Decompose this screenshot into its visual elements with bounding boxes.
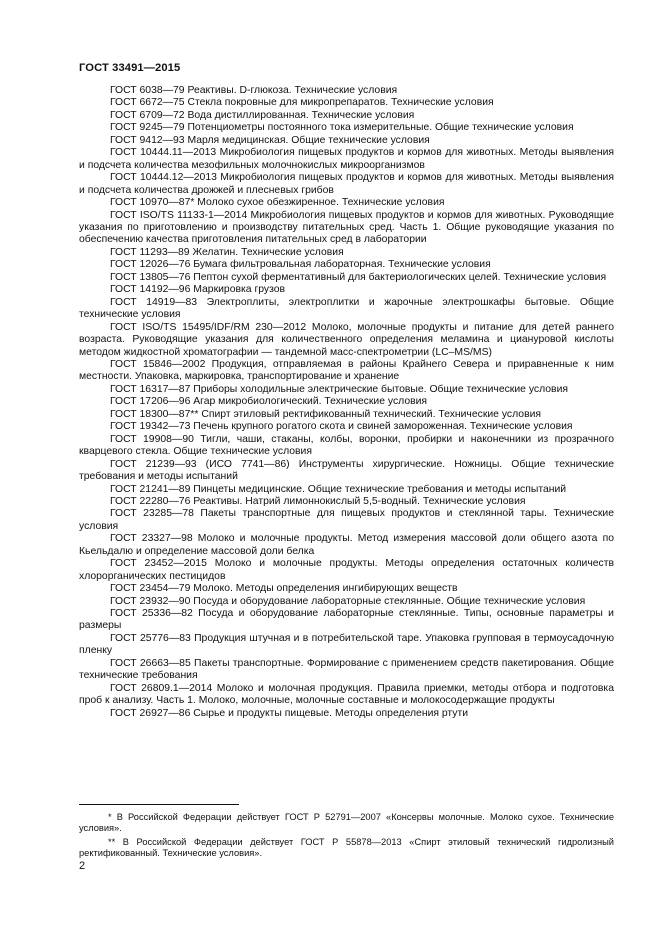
reference-entry: ГОСТ 23454—79 Молоко. Методы определения ингибирующих веществ bbox=[110, 583, 458, 595]
reference-entry: ГОСТ 23285—78 Пакеты транспортные для пищевых продуктов и стеклянной тары. Технические условия bbox=[79, 508, 614, 532]
reference-entry: ГОСТ ISO/TS 11133-1—2014 Микробиология пищевых продуктов и кормов для животных. Руководящие указания по приготовлению и производству питательных сред. Часть 1. Общие руководящие указания по обеспечению качества приготовления питательных сред в лаборатории bbox=[79, 209, 614, 246]
reference-entry: ГОСТ 6709—72 Вода дистиллированная. Технические условия bbox=[110, 109, 415, 121]
reference-entry: ГОСТ 21239—93 (ИСО 7741—86) Инструменты хирургические. Ножницы. Общие технические требования и методы испытаний bbox=[79, 458, 614, 483]
footnote: ** В Российской Федерации действует ГОСТ Р 55878—2013 «Спирт этиловый технический гидролизный ректификованный. Технические условия». bbox=[79, 836, 614, 859]
reference-entry: ГОСТ 25336—82 Посуда и оборудование лабораторные стеклянные. Типы, основные параметры и размеры bbox=[79, 608, 614, 632]
reference-entry: ГОСТ 23932—90 Посуда и оборудование лабораторные стеклянные. Общие технические условия bbox=[110, 595, 586, 607]
reference-entry: ГОСТ 23452—2015 Молоко и молочные продукты. Методы определения остаточных количеств хлорорганических пестицидов bbox=[79, 558, 614, 582]
reference-entry: ГОСТ 6038—79 Реактивы. D-глюкоза. Технические условия bbox=[110, 85, 398, 96]
document-header: ГОСТ 33491—2015 bbox=[79, 62, 181, 74]
reference-entry: ГОСТ 16317—87 Приборы холодильные электрические бытовые. Общие технические условия bbox=[110, 383, 569, 395]
reference-entry: ГОСТ 11293—89 Желатин. Технические условия bbox=[110, 246, 344, 258]
reference-entry: ГОСТ 25776—83 Продукция штучная и в потребительской таре. Упаковка групповая в термоусадочную пленку bbox=[79, 632, 614, 657]
reference-entry: ГОСТ 6672—75 Стекла покровные для микропрепаратов. Технические условия bbox=[110, 97, 494, 109]
reference-entry: ГОСТ 15846—2002 Продукция, отправляемая в районы Крайнего Севера и приравненные к ним местности. Упаковка, маркировка, транспортирование и хранение bbox=[79, 358, 614, 383]
reference-entry: ГОСТ 10444.11—2013 Микробиология пищевых продуктов и кормов для животных. Методы выявления и подсчета количества мезофильных молочнокислых микроорганизмов bbox=[79, 147, 614, 171]
reference-entry: ГОСТ 18300—87** Спирт этиловый ректификованный технический. Технические условия bbox=[110, 408, 542, 420]
reference-entry: ГОСТ 19342—73 Печень крупного рогатого скота и свиней замороженная. Технические условия bbox=[110, 421, 573, 433]
footnotes bbox=[79, 812, 614, 862]
reference-entry: ГОСТ 22280—76 Реактивы. Натрий лимоннокислый 5,5-водный. Технические условия bbox=[110, 495, 526, 507]
reference-entry: ГОСТ 19908—90 Тигли, чаши, стаканы, колбы, воронки, пробирки и наконечники из прозрачного кварцевого стекла. Общие технические условия bbox=[79, 433, 614, 458]
reference-entry: ГОСТ 26809.1—2014 Молоко и молочная продукция. Правила приемки, методы отбора и подготовка проб к анализу. Часть 1. Молоко, молочные, молочные составные и молокосодержащие продукты bbox=[79, 682, 614, 707]
footnote-divider bbox=[79, 804, 239, 805]
reference-entry: ГОСТ 13805—76 Пептон сухой ферментативный для бактериологических целей. Технические условия bbox=[110, 271, 607, 283]
reference-entry: ГОСТ 9245—79 Потенциометры постоянного тока измерительные. Общие технические условия bbox=[110, 122, 574, 134]
reference-entry: ГОСТ 10970—87* Молоко сухое обезжиренное. Технические условия bbox=[110, 197, 445, 209]
footnote: * В Российской Федерации действует ГОСТ Р 52791—2007 «Консервы молочные. Молоко сухое. Технические условия». bbox=[79, 812, 614, 834]
reference-entry: ГОСТ 12026—76 Бумага фильтровальная лабораторная. Технические условия bbox=[110, 259, 491, 271]
reference-entry: ГОСТ 9412—93 Марля медицинская. Общие технические условия bbox=[110, 134, 430, 146]
reference-entry: ГОСТ 14192—96 Маркировка грузов bbox=[110, 284, 286, 296]
page-number: 2 bbox=[79, 860, 86, 872]
reference-entry: ГОСТ 14919—83 Электроплиты, электроплитки и жарочные электрошкафы бытовые. Общие технические условия bbox=[79, 296, 614, 321]
reference-entry: ГОСТ ISO/TS 15495/IDF/RM 230—2012 Молоко, молочные продукты и питание для детей раннего возраста. Руководящие указания для количественного определения меламина и циануровой кислоты методом жидкостной хроматографии — тандемной масс-спектрометрии (LC–MS/MS) bbox=[79, 321, 614, 358]
reference-entry: ГОСТ 26927—86 Сырье и продукты пищевые. Методы определения ртути bbox=[110, 707, 469, 719]
reference-entry: ГОСТ 17206—96 Агар микробиологический. Технические условия bbox=[110, 396, 428, 408]
reference-entry: ГОСТ 21241—89 Пинцеты медицинские. Общие технические требования и методы испытаний bbox=[110, 483, 567, 495]
reference-entry: ГОСТ 23327—98 Молоко и молочные продукты. Метод измерения массовой доли общего азота по Кьельдалю и определение массовой доли белка bbox=[79, 533, 614, 557]
reference-entry: ГОСТ 10444.12—2013 Микробиология пищевых продуктов и кормов для животных. Методы выявления и подсчета количества дрожжей и плесневых грибов bbox=[79, 172, 614, 196]
reference-entry: ГОСТ 26663—85 Пакеты транспортные. Формирование с применением средств пакетирования. Общие технические требования bbox=[79, 657, 614, 682]
references-list bbox=[79, 85, 614, 720]
